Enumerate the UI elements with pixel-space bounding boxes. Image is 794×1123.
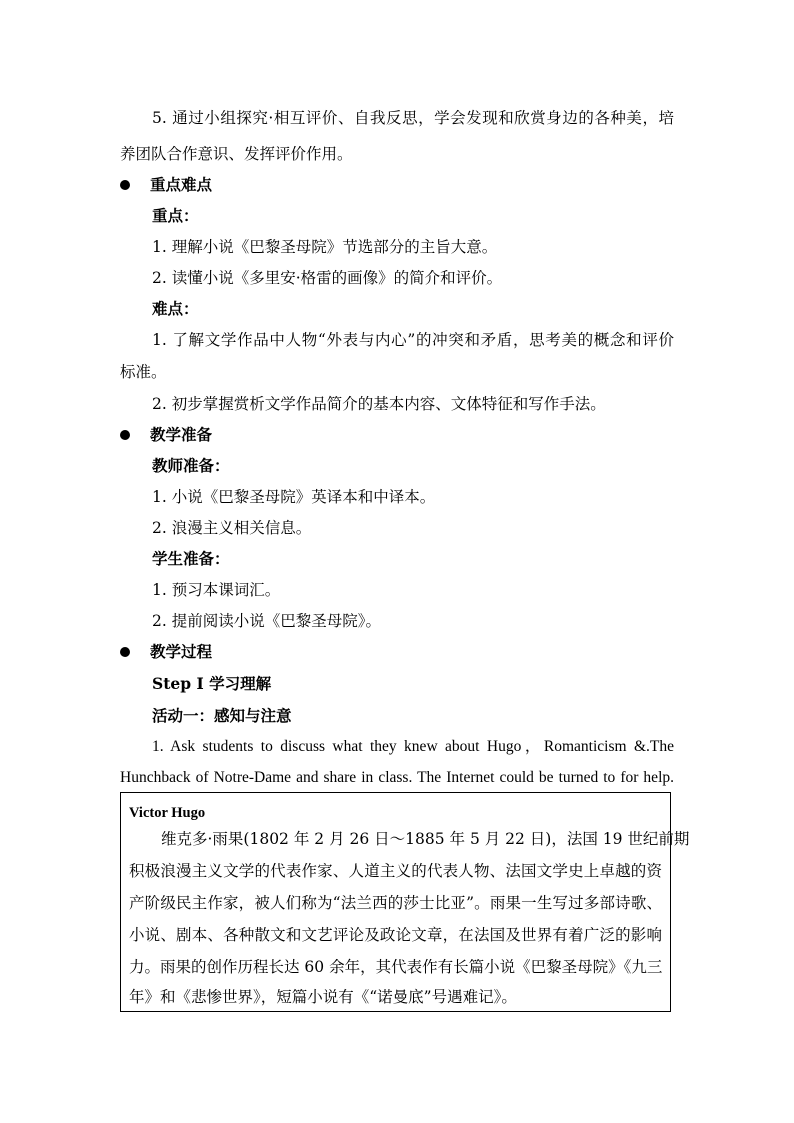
objective-5-line-2: 养团队合作意识、发挥评价作用。 (120, 145, 353, 163)
info-box-line-5: 力。雨果的创作历程长达 60 余年，其代表作有长篇小说《巴黎圣母院》《九三 (129, 958, 663, 976)
difficulty-item-1-line-2: 标准。 (120, 363, 167, 381)
activity-heading: 活动一：感知与注意 (152, 706, 292, 725)
info-box-line-1: 维克多·雨果(1802 年 2 月 26 日～1885 年 5 月 22 日)，法国 19 世纪前期 (161, 830, 690, 848)
victor-hugo-info-box (120, 792, 690, 1012)
info-box-title: Victor Hugo (129, 805, 206, 821)
bullet-icon (120, 180, 130, 190)
objective-5-line-1: 5. 通过小组探究·相互评价、自我反思，学会发现和欣赏身边的各种美，培 (152, 109, 674, 127)
difficulty-item-1-line-1: 1. 了解文学作品中人物“外表与内心”的冲突和矛盾，思考美的概念和评价 (152, 331, 674, 349)
info-box-line-2: 积极浪漫主义文学的代表作家、人道主义的代表人物、法国文学史上卓越的资 (129, 862, 662, 880)
focus-item-1: 1. 理解小说《巴黎圣母院》节选部分的主旨大意。 (152, 238, 498, 256)
student-prep-label: 学生准备： (152, 549, 230, 568)
bullet-icon (120, 647, 130, 657)
student-prep-item-1: 1. 预习本课词汇。 (152, 581, 281, 599)
teacher-prep-label: 教师准备： (152, 456, 230, 475)
difficulty-item-2: 2. 初步掌握赏析文学作品简介的基本内容、文体特征和写作手法。 (152, 395, 606, 413)
step-heading: Step I 学习理解 (152, 674, 272, 693)
focus-label: 重点： (152, 206, 199, 225)
section-heading-key-points: 重点难点 (150, 175, 213, 194)
student-prep-item-2: 2. 提前阅读小说《巴黎圣母院》。 (152, 612, 381, 630)
difficulty-label: 难点： (152, 299, 199, 318)
section-heading-preparation: 教学准备 (150, 425, 213, 444)
instruction-line-1: 1. Ask students to discuss what they knew about Hugo，Romanticism &.The (152, 738, 674, 755)
info-box-line-4: 小说、剧本、各种散文和文艺评论及政论文章，在法国及世界有着广泛的影响 (129, 926, 662, 944)
section-heading-process: 教学过程 (150, 642, 213, 661)
info-box-line-6: 年》和《悲惨世界》，短篇小说有《“诺曼底”号遇难记》。 (129, 988, 517, 1006)
teacher-prep-item-1: 1. 小说《巴黎圣母院》英译本和中译本。 (152, 488, 436, 506)
teacher-prep-item-2: 2. 浪漫主义相关信息。 (152, 519, 312, 537)
instruction-line-2: Hunchback of Notre-Dame and share in class. The Internet could be turned to for help. (120, 769, 674, 786)
focus-item-2: 2. 读懂小说《多里安·格雷的画像》的简介和评价。 (152, 269, 503, 287)
bullet-icon (120, 430, 130, 440)
info-box-line-3: 产阶级民主作家，被人们称为“法兰西的莎士比亚”。雨果一生写过多部诗歌、 (129, 894, 662, 912)
